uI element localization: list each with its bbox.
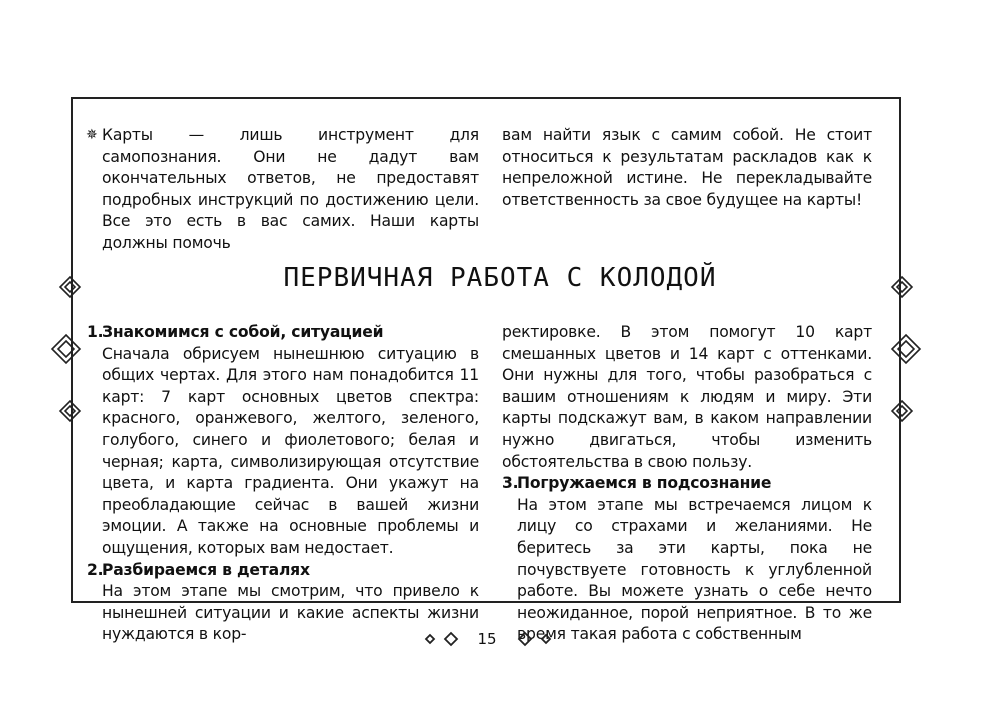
item-number: 1. [87,323,104,341]
list-right-column [502,322,872,646]
item-number: 2. [87,560,104,579]
list-item-heading [502,473,872,495]
footer-ornament-right [512,630,558,648]
page-number: 15 [477,630,497,648]
diamond-ornament-icon [52,277,80,421]
intro-right-column [502,125,872,211]
item-body-text: Сначала обрисуем нынешнюю ситуацию в общих чертах. Для этого нам понадобится 11 карт: 7 карт основных цветов спектра: красного, оранжевого, желтого, зеленого, голубого, синего и фиолетового; белая и черная; карта, символизирующая отсутствие цвета, и карта градиента. Они укажут на преобладающие сейчас в вашей жизни эмоции. А также на основные проблемы и ощущения, которых вам недостает. [102,344,479,557]
list-item-heading [87,560,479,582]
item-body-text: На этом этапе мы смотрим, что привело к нынешней ситуации и какие аспекты жизни нуждаются в кор- [102,582,479,644]
item-number: 3. [502,474,519,493]
item-heading-text: Знакомимся с собой, ситуацией [102,323,384,341]
intro-left-column [87,125,479,255]
intro-right-text: вам найти язык с самим собой. Не стоит относиться к результатам раскладов как к непреложной истине. Не перекладывайте ответственность за свое будущее на карты! [502,126,872,209]
item-body-text: На этом этапе мы встречаемся лицом к лицу со страхами и желаниями. Не беритесь за эти карты, пока не почувствуете готовность к углубленной работе. Вы можете узнать о себе нечто неожиданное, порой неприятное. В то же время такая работа с собственным [517,495,872,644]
list-item-heading [87,322,479,344]
item-body-text: ректировке. В этом помогут 10 карт смешанных цветов и 14 карт с оттенками. Они нужны для того, чтобы разобраться с вашим отношениям к людям и миру. Эти карты подскажут вам, в каком направлении нужно двигаться, чтобы изменить обстоятельства в свою пользу. [502,323,872,471]
item-heading-text: Разбираемся в деталях [102,560,310,579]
sun-star-icon: ✵ [86,127,98,143]
item-heading-text: Погружаемся в подсознание [517,474,772,493]
intro-left-text: Карты — лишь инструмент для самопознания. Они не дадут вам окончательных ответов, не предоставят подробных инструкций по достижению цели. Все это есть в вас самих. Наши карты должны помочь [102,126,479,252]
section-title: ПЕРВИЧНАЯ РАБОТА С КОЛОДОЙ [283,263,717,293]
diamond-ornament-icon [892,277,920,421]
list-left-column [87,322,479,646]
footer-ornament-left [418,630,464,648]
diamond-ornament-icon [519,633,550,645]
diamond-ornament-icon [426,633,457,645]
